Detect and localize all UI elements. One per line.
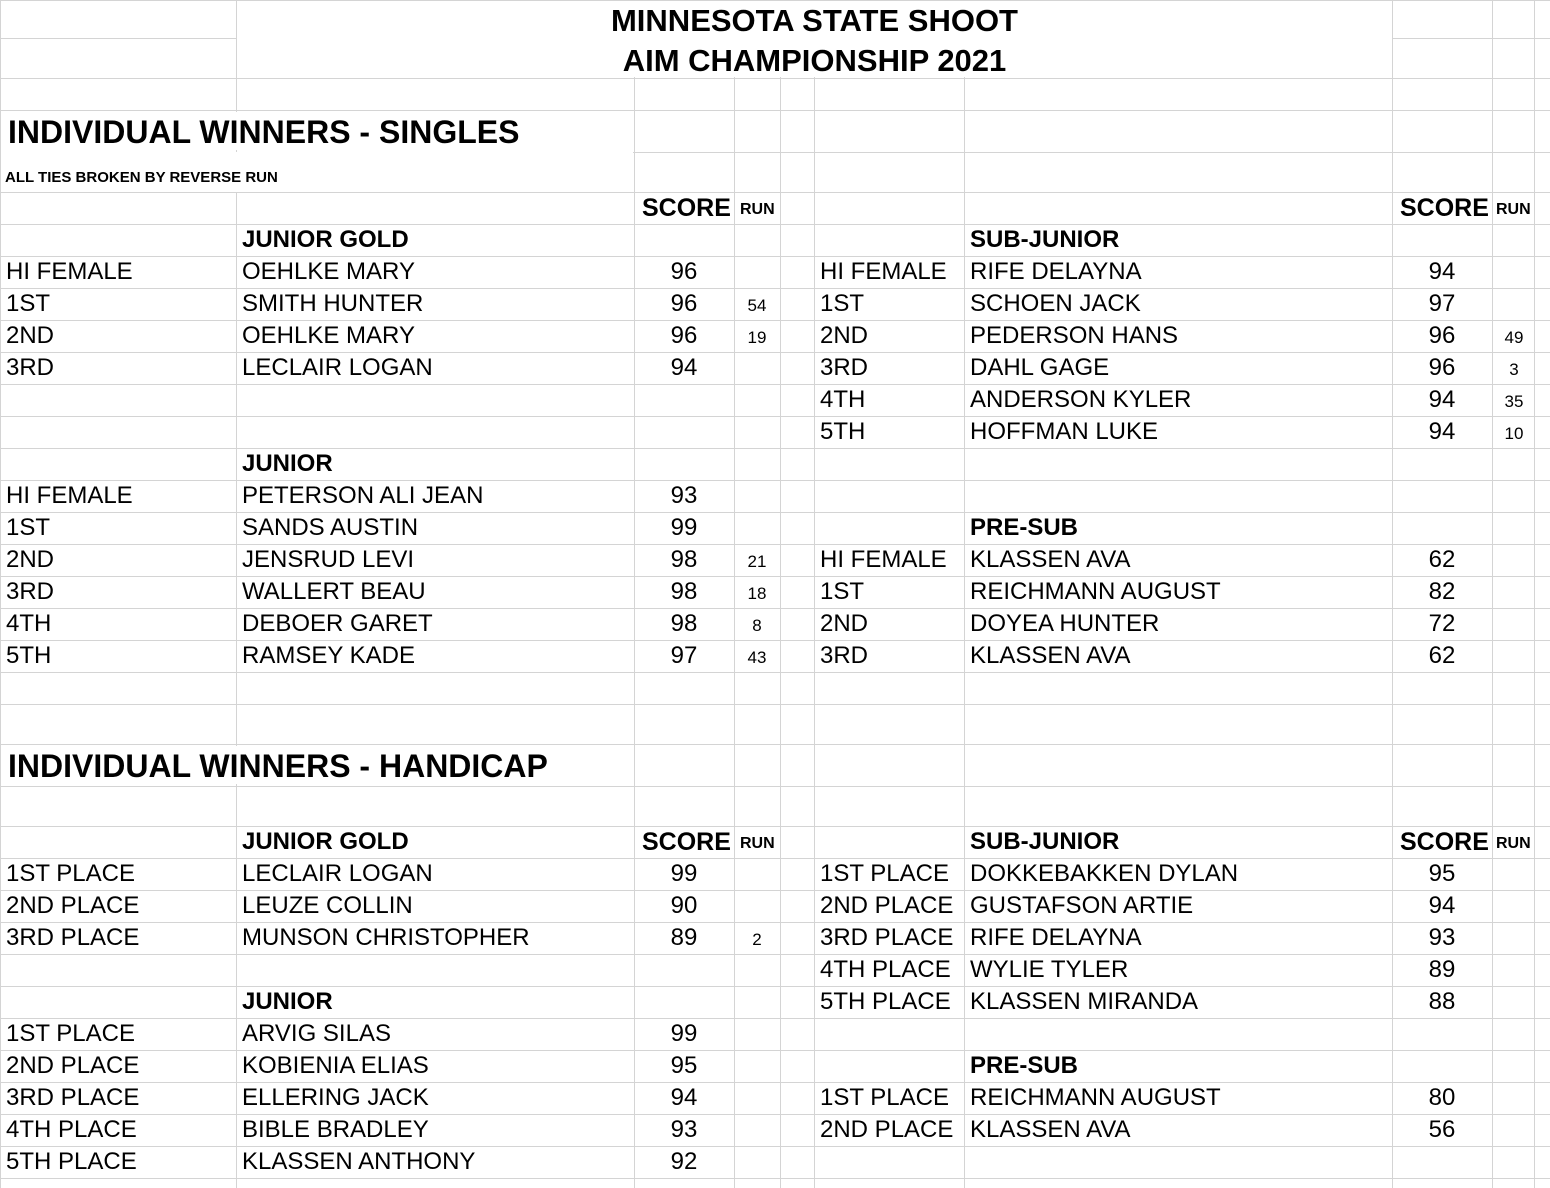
score-cell: 88: [1428, 988, 1456, 1015]
place-cell: 1ST PLACE: [820, 860, 949, 887]
score-cell: 56: [1428, 1116, 1456, 1143]
score-cell: 99: [670, 860, 698, 887]
grid-line: [0, 192, 1550, 193]
place-cell: 2ND PLACE: [6, 892, 140, 919]
grid-line: [0, 384, 1550, 385]
grid-line: [0, 1114, 1550, 1115]
name-cell: HOFFMAN LUKE: [970, 418, 1159, 445]
name-cell: PETERSON ALI JEAN: [242, 482, 484, 509]
place-cell: 5TH: [820, 418, 866, 445]
name-cell: LECLAIR LOGAN: [242, 354, 433, 381]
score-cell: 94: [1428, 258, 1456, 285]
place-cell: 3RD PLACE: [6, 1084, 140, 1111]
name-cell: OEHLKE MARY: [242, 322, 415, 349]
grid-line: [1534, 0, 1535, 1188]
grid-line: [0, 744, 1550, 745]
handicap-run-header-right: RUN: [1496, 835, 1531, 852]
name-cell: MUNSON CHRISTOPHER: [242, 924, 530, 951]
grid-line: [0, 288, 1550, 289]
place-cell: HI FEMALE: [820, 258, 947, 285]
grid-line: [0, 954, 1550, 955]
grid-line: [0, 1146, 1550, 1147]
grid-line: [0, 1018, 1550, 1019]
score-cell: 62: [1428, 546, 1456, 573]
run-cell: 10: [1504, 424, 1524, 443]
score-cell: 94: [1428, 892, 1456, 919]
score-cell: 96: [1428, 354, 1456, 381]
score-cell: 93: [1428, 924, 1456, 951]
grid-line: [1492, 0, 1493, 1188]
grid-line: [0, 544, 1550, 545]
title-line-2: AIM CHAMPIONSHIP 2021: [622, 43, 1007, 78]
division-label: PRE-SUB: [970, 514, 1079, 541]
score-cell: 96: [670, 290, 698, 317]
division-label: SUB-JUNIOR: [970, 828, 1120, 855]
run-cell: 21: [747, 552, 767, 571]
name-cell: OEHLKE MARY: [242, 258, 415, 285]
place-cell: 1ST: [820, 290, 865, 317]
grid-line: [814, 0, 815, 1188]
name-cell: GUSTAFSON ARTIE: [970, 892, 1194, 919]
tie-break-note: ALL TIES BROKEN BY REVERSE RUN: [5, 169, 278, 186]
grid-line: [0, 890, 1550, 891]
score-cell: 99: [670, 1020, 698, 1047]
grid-line: [0, 576, 1550, 577]
grid-line: [0, 320, 1550, 321]
division-label: JUNIOR: [242, 988, 333, 1015]
name-cell: KLASSEN ANTHONY: [242, 1148, 476, 1175]
score-cell: 98: [670, 546, 698, 573]
score-cell: 98: [670, 610, 698, 637]
place-cell: HI FEMALE: [6, 258, 133, 285]
score-cell: 95: [670, 1052, 698, 1079]
grid-line: [0, 224, 1550, 225]
place-cell: 2ND: [6, 322, 55, 349]
score-cell: 96: [670, 322, 698, 349]
score-cell: 93: [670, 1116, 698, 1143]
score-cell: 90: [670, 892, 698, 919]
run-cell: 49: [1504, 328, 1524, 347]
grid-line: [0, 986, 1550, 987]
run-cell: 3: [1509, 360, 1519, 379]
score-cell: 82: [1428, 578, 1456, 605]
name-cell: REICHMANN AUGUST: [970, 1084, 1221, 1111]
grid-line: [0, 704, 1550, 705]
division-label: JUNIOR: [242, 450, 333, 477]
handicap-heading: INDIVIDUAL WINNERS - HANDICAP: [8, 748, 548, 784]
name-cell: RAMSEY KADE: [242, 642, 415, 669]
score-cell: 72: [1428, 610, 1456, 637]
score-cell: 89: [1428, 956, 1456, 983]
grid-line: [0, 826, 1550, 827]
place-cell: 3RD PLACE: [6, 924, 140, 951]
name-cell: REICHMANN AUGUST: [970, 578, 1221, 605]
name-cell: DOKKEBAKKEN DYLAN: [970, 860, 1239, 887]
name-cell: KLASSEN MIRANDA: [970, 988, 1199, 1015]
score-cell: 97: [670, 642, 698, 669]
singles-score-header-left: SCORE: [642, 194, 731, 222]
place-cell: 5TH PLACE: [820, 988, 951, 1015]
grid-line: [0, 640, 1550, 641]
place-cell: 3RD: [820, 354, 869, 381]
name-cell: KOBIENIA ELIAS: [242, 1052, 429, 1079]
name-cell: KLASSEN AVA: [970, 546, 1131, 573]
place-cell: 4TH PLACE: [820, 956, 951, 983]
run-cell: 54: [747, 296, 767, 315]
singles-heading: INDIVIDUAL WINNERS - SINGLES: [8, 114, 520, 150]
name-cell: LEUZE COLLIN: [242, 892, 413, 919]
score-cell: 89: [670, 924, 698, 951]
run-cell: 8: [752, 616, 762, 635]
run-cell: 18: [747, 584, 767, 603]
handicap-score-header-left: SCORE: [642, 828, 731, 856]
place-cell: 2ND PLACE: [820, 892, 954, 919]
place-cell: 1ST: [6, 514, 51, 541]
singles-run-header-left: RUN: [740, 201, 775, 218]
grid-line: [0, 416, 1550, 417]
score-cell: 97: [1428, 290, 1456, 317]
place-cell: 1ST PLACE: [6, 860, 135, 887]
grid-line: [0, 786, 1550, 787]
grid-line: [0, 480, 1550, 481]
place-cell: 5TH: [6, 642, 52, 669]
name-cell: RIFE DELAYNA: [970, 258, 1142, 285]
place-cell: 5TH PLACE: [6, 1148, 137, 1175]
name-cell: JENSRUD LEVI: [242, 546, 415, 573]
place-cell: 3RD: [6, 354, 55, 381]
division-label: JUNIOR GOLD: [242, 226, 409, 253]
run-cell: 35: [1504, 392, 1524, 411]
name-cell: WALLERT BEAU: [242, 578, 426, 605]
grid-line: [0, 922, 1550, 923]
place-cell: HI FEMALE: [820, 546, 947, 573]
name-cell: BIBLE BRADLEY: [242, 1116, 429, 1143]
name-cell: KLASSEN AVA: [970, 1116, 1131, 1143]
name-cell: ELLERING JACK: [242, 1084, 429, 1111]
place-cell: 4TH: [820, 386, 866, 413]
score-cell: 96: [1428, 322, 1456, 349]
score-cell: 93: [670, 482, 698, 509]
grid-line: [0, 1178, 1550, 1179]
grid-line: [0, 110, 1550, 111]
place-cell: 1ST PLACE: [6, 1020, 135, 1047]
singles-run-header-right: RUN: [1496, 201, 1531, 218]
score-cell: 94: [1428, 386, 1456, 413]
grid-line: [0, 1050, 1550, 1051]
run-cell: 2: [752, 930, 762, 949]
name-cell: DAHL GAGE: [970, 354, 1110, 381]
place-cell: 2ND: [6, 546, 55, 573]
place-cell: 3RD: [6, 578, 55, 605]
place-cell: 4TH PLACE: [6, 1116, 137, 1143]
division-label: SUB-JUNIOR: [970, 226, 1120, 253]
score-cell: 98: [670, 578, 698, 605]
name-cell: LECLAIR LOGAN: [242, 860, 433, 887]
place-cell: HI FEMALE: [6, 482, 133, 509]
name-cell: ARVIG SILAS: [242, 1020, 391, 1047]
division-label: PRE-SUB: [970, 1052, 1079, 1079]
singles-score-header-right: SCORE: [1400, 194, 1489, 222]
grid-line: [780, 0, 781, 1188]
grid-line: [0, 672, 1550, 673]
grid-line: [0, 256, 1550, 257]
place-cell: 1ST: [820, 578, 865, 605]
grid-line: [0, 1082, 1550, 1083]
score-cell: 99: [670, 514, 698, 541]
name-cell: DOYEA HUNTER: [970, 610, 1160, 637]
place-cell: 3RD: [820, 642, 869, 669]
run-cell: 19: [747, 328, 767, 347]
grid-line: [964, 0, 965, 1188]
division-label: JUNIOR GOLD: [242, 828, 409, 855]
score-cell: 94: [1428, 418, 1456, 445]
name-cell: WYLIE TYLER: [970, 956, 1129, 983]
name-cell: SCHOEN JACK: [970, 290, 1141, 317]
name-cell: RIFE DELAYNA: [970, 924, 1142, 951]
score-cell: 94: [670, 354, 698, 381]
score-cell: 96: [670, 258, 698, 285]
title-line-1: MINNESOTA STATE SHOOT: [610, 3, 1018, 38]
grid-line: [0, 448, 1550, 449]
handicap-run-header-left: RUN: [740, 835, 775, 852]
place-cell: 2ND: [820, 322, 869, 349]
name-cell: PEDERSON HANS: [970, 322, 1179, 349]
run-cell: 43: [747, 648, 767, 667]
score-cell: 80: [1428, 1084, 1456, 1111]
place-cell: 3RD PLACE: [820, 924, 954, 951]
score-cell: 62: [1428, 642, 1456, 669]
name-cell: ANDERSON KYLER: [970, 386, 1192, 413]
score-cell: 94: [670, 1084, 698, 1111]
score-cell: 92: [670, 1148, 698, 1175]
grid-line: [0, 858, 1550, 859]
score-cell: 95: [1428, 860, 1456, 887]
place-cell: 2ND: [820, 610, 869, 637]
name-cell: SANDS AUSTIN: [242, 514, 419, 541]
grid-line: [0, 608, 1550, 609]
grid-line: [0, 78, 1550, 79]
name-cell: KLASSEN AVA: [970, 642, 1131, 669]
handicap-score-header-right: SCORE: [1400, 828, 1489, 856]
place-cell: 1ST PLACE: [820, 1084, 949, 1111]
place-cell: 4TH: [6, 610, 52, 637]
place-cell: 2ND PLACE: [820, 1116, 954, 1143]
name-cell: SMITH HUNTER: [242, 290, 424, 317]
place-cell: 2ND PLACE: [6, 1052, 140, 1079]
name-cell: DEBOER GARET: [242, 610, 433, 637]
place-cell: 1ST: [6, 290, 51, 317]
grid-line: [0, 352, 1550, 353]
grid-line: [0, 512, 1550, 513]
